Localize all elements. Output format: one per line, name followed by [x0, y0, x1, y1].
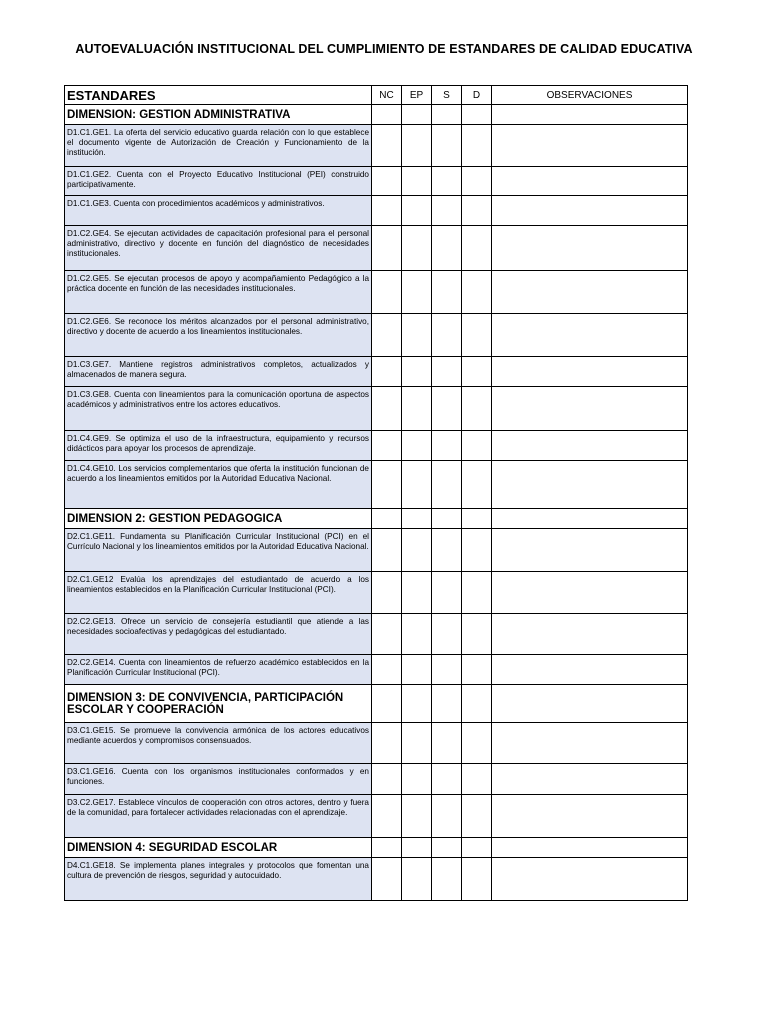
nc-cell[interactable]: [372, 167, 402, 196]
d-cell[interactable]: [462, 614, 492, 655]
dimension-blank-cell: [432, 838, 462, 858]
ep-cell[interactable]: [402, 858, 432, 901]
observaciones-cell[interactable]: [492, 125, 688, 167]
d-cell[interactable]: [462, 167, 492, 196]
ep-cell[interactable]: [402, 529, 432, 572]
nc-cell[interactable]: [372, 125, 402, 167]
d-cell[interactable]: [462, 125, 492, 167]
standard-text: D3.C2.GE17. Establece vínculos de cooperación con otros actores, dentro y fuera de la comunidad, para fortalecer actividades relacionadas con el aprendizaje.: [65, 795, 372, 838]
observaciones-cell[interactable]: [492, 529, 688, 572]
nc-cell[interactable]: [372, 795, 402, 838]
ep-cell[interactable]: [402, 461, 432, 509]
dimension-title: DIMENSION: GESTION ADMINISTRATIVA: [65, 105, 372, 125]
nc-cell[interactable]: [372, 357, 402, 387]
standard-row: [65, 655, 688, 685]
standard-row: [65, 764, 688, 795]
standard-row: [65, 795, 688, 838]
dimension-blank-cell: [492, 105, 688, 125]
standard-text: D1.C1.GE1. La oferta del servicio educativo guarda relación con lo que establece el documento vigente de Autorización de Creación y Funcionamiento de la institución.: [65, 125, 372, 167]
observaciones-cell[interactable]: [492, 271, 688, 314]
d-cell[interactable]: [462, 314, 492, 357]
standard-row: [65, 357, 688, 387]
nc-cell[interactable]: [372, 858, 402, 901]
s-cell[interactable]: [432, 858, 462, 901]
dimension-title: DIMENSION 2: GESTION PEDAGOGICA: [65, 509, 372, 529]
ep-cell[interactable]: [402, 125, 432, 167]
nc-cell[interactable]: [372, 461, 402, 509]
d-cell[interactable]: [462, 764, 492, 795]
observaciones-cell[interactable]: [492, 614, 688, 655]
header-d: D: [462, 86, 492, 105]
nc-cell[interactable]: [372, 431, 402, 461]
s-cell[interactable]: [432, 723, 462, 764]
observaciones-cell[interactable]: [492, 461, 688, 509]
standard-text: D1.C2.GE6. Se reconoce los méritos alcanzados por el personal administrativo, directivo y docente de acuerdo a los lineamientos institucionales.: [65, 314, 372, 357]
ep-cell[interactable]: [402, 196, 432, 226]
ep-cell[interactable]: [402, 226, 432, 271]
evaluation-table: [64, 85, 688, 901]
standard-text: D1.C1.GE2. Cuenta con el Proyecto Educativo Institucional (PEI) construido participativamente.: [65, 167, 372, 196]
ep-cell[interactable]: [402, 167, 432, 196]
dimension-blank-cell: [372, 685, 402, 723]
standard-text: D1.C4.GE9. Se optimiza el uso de la infraestructura, equipamiento y recursos didácticos para apoyar los procesos de aprendizaje.: [65, 431, 372, 461]
dimension-blank-cell: [462, 105, 492, 125]
standard-row: [65, 271, 688, 314]
dimension-blank-cell: [462, 685, 492, 723]
s-cell[interactable]: [432, 314, 462, 357]
standard-row: [65, 387, 688, 431]
nc-cell[interactable]: [372, 655, 402, 685]
standard-row: [65, 529, 688, 572]
standard-text: D2.C2.GE13. Ofrece un servicio de consejería estudiantil que atiende a las necesidades socioafectivas y pedagógicas del estudiantado.: [65, 614, 372, 655]
observaciones-cell[interactable]: [492, 431, 688, 461]
observaciones-cell[interactable]: [492, 387, 688, 431]
s-cell[interactable]: [432, 431, 462, 461]
standard-text: D1.C4.GE10. Los servicios complementarios que oferta la institución funcionan de acuerdo a los lineamientos emitidos por la Autoridad Educativa Nacional.: [65, 461, 372, 509]
dimension-blank-cell: [432, 105, 462, 125]
dimension-blank-cell: [402, 105, 432, 125]
header-estandares: ESTANDARES: [65, 86, 372, 105]
dimension-title: DIMENSION 4: SEGURIDAD ESCOLAR: [65, 838, 372, 858]
dimension-blank-cell: [402, 685, 432, 723]
d-cell[interactable]: [462, 529, 492, 572]
standard-row: [65, 431, 688, 461]
s-cell[interactable]: [432, 795, 462, 838]
observaciones-cell[interactable]: [492, 226, 688, 271]
ep-cell[interactable]: [402, 723, 432, 764]
s-cell[interactable]: [432, 387, 462, 431]
ep-cell[interactable]: [402, 271, 432, 314]
standard-text: D1.C3.GE8. Cuenta con lineamientos para la comunicación oportuna de aspectos académicos y administrativos entre los actores educativos.: [65, 387, 372, 431]
dimension-blank-cell: [372, 509, 402, 529]
standard-text: D4.C1.GE18. Se implementa planes integrales y protocolos que fomentan una cultura de prevención de riesgos, seguridad y autocuidado.: [65, 858, 372, 901]
standard-row: [65, 226, 688, 271]
header-row: [65, 86, 688, 105]
dimension-row: [65, 685, 688, 723]
dimension-blank-cell: [372, 105, 402, 125]
dimension-blank-cell: [402, 509, 432, 529]
standard-row: [65, 196, 688, 226]
standard-row: [65, 461, 688, 509]
ep-cell[interactable]: [402, 431, 432, 461]
d-cell[interactable]: [462, 271, 492, 314]
observaciones-cell[interactable]: [492, 167, 688, 196]
s-cell[interactable]: [432, 614, 462, 655]
d-cell[interactable]: [462, 431, 492, 461]
ep-cell[interactable]: [402, 795, 432, 838]
standard-text: D1.C3.GE7. Mantiene registros administrativos completos, actualizados y almacenados de manera segura.: [65, 357, 372, 387]
observaciones-cell[interactable]: [492, 764, 688, 795]
dimension-blank-cell: [462, 838, 492, 858]
observaciones-cell[interactable]: [492, 572, 688, 614]
d-cell[interactable]: [462, 357, 492, 387]
observaciones-cell[interactable]: [492, 723, 688, 764]
ep-cell[interactable]: [402, 764, 432, 795]
nc-cell[interactable]: [372, 196, 402, 226]
s-cell[interactable]: [432, 655, 462, 685]
standard-row: [65, 572, 688, 614]
s-cell[interactable]: [432, 226, 462, 271]
header-s: S: [432, 86, 462, 105]
standard-text: D2.C1.GE12 Evalúa los aprendizajes del estudiantado de acuerdo a los lineamientos establecidos en la Planificación Curricular Institucional (PCI).: [65, 572, 372, 614]
standard-row: [65, 723, 688, 764]
dimension-row: [65, 838, 688, 858]
standard-row: [65, 167, 688, 196]
nc-cell[interactable]: [372, 529, 402, 572]
d-cell[interactable]: [462, 387, 492, 431]
dimension-title: DIMENSION 3: DE CONVIVENCIA, PARTICIPACIÓN ESCOLAR Y COOPERACIÓN: [65, 685, 372, 723]
dimension-row: [65, 105, 688, 125]
d-cell[interactable]: [462, 572, 492, 614]
standard-text: D1.C1.GE3. Cuenta con procedimientos académicos y administrativos.: [65, 196, 372, 226]
standard-row: [65, 614, 688, 655]
s-cell[interactable]: [432, 167, 462, 196]
d-cell[interactable]: [462, 655, 492, 685]
s-cell[interactable]: [432, 764, 462, 795]
standard-row: [65, 858, 688, 901]
s-cell[interactable]: [432, 461, 462, 509]
standard-text: D2.C2.GE14. Cuenta con lineamientos de refuerzo académico establecidos en la Planificación Curricular Institucional (PCI).: [65, 655, 372, 685]
d-cell[interactable]: [462, 723, 492, 764]
nc-cell[interactable]: [372, 271, 402, 314]
dimension-blank-cell: [432, 509, 462, 529]
observaciones-cell[interactable]: [492, 795, 688, 838]
header-ep: EP: [402, 86, 432, 105]
dimension-blank-cell: [402, 838, 432, 858]
standard-text: D3.C1.GE16. Cuenta con los organismos institucionales conformados y en funciones.: [65, 764, 372, 795]
s-cell[interactable]: [432, 125, 462, 167]
observaciones-cell[interactable]: [492, 357, 688, 387]
nc-cell[interactable]: [372, 387, 402, 431]
standard-text: D1.C2.GE4. Se ejecutan actividades de capacitación profesional para el personal administrativo, directivo y docente en función del diagnóstico de necesidades institucionales.: [65, 226, 372, 271]
observaciones-cell[interactable]: [492, 858, 688, 901]
header-nc: NC: [372, 86, 402, 105]
ep-cell[interactable]: [402, 314, 432, 357]
header-observaciones: OBSERVACIONES: [492, 86, 688, 105]
ep-cell[interactable]: [402, 357, 432, 387]
dimension-blank-cell: [372, 838, 402, 858]
page-title: AUTOEVALUACIÓN INSTITUCIONAL DEL CUMPLIMIENTO DE ESTANDARES DE CALIDAD EDUCATIVA: [75, 42, 693, 56]
observaciones-cell[interactable]: [492, 314, 688, 357]
nc-cell[interactable]: [372, 226, 402, 271]
nc-cell[interactable]: [372, 572, 402, 614]
observaciones-cell[interactable]: [492, 196, 688, 226]
s-cell[interactable]: [432, 572, 462, 614]
nc-cell[interactable]: [372, 723, 402, 764]
dimension-row: [65, 509, 688, 529]
ep-cell[interactable]: [402, 614, 432, 655]
d-cell[interactable]: [462, 461, 492, 509]
s-cell[interactable]: [432, 271, 462, 314]
d-cell[interactable]: [462, 196, 492, 226]
s-cell[interactable]: [432, 529, 462, 572]
dimension-blank-cell: [492, 685, 688, 723]
dimension-blank-cell: [492, 509, 688, 529]
nc-cell[interactable]: [372, 764, 402, 795]
s-cell[interactable]: [432, 357, 462, 387]
d-cell[interactable]: [462, 795, 492, 838]
nc-cell[interactable]: [372, 614, 402, 655]
standard-text: D3.C1.GE15. Se promueve la convivencia armónica de los actores educativos mediante acuerdos y compromisos consensuados.: [65, 723, 372, 764]
standard-text: D2.C1.GE11. Fundamenta su Planificación Curricular Institucional (PCI) en el Currículo Nacional y los lineamientos emitidos por la Autoridad Educativa Nacional.: [65, 529, 372, 572]
dimension-blank-cell: [432, 685, 462, 723]
dimension-blank-cell: [462, 509, 492, 529]
d-cell[interactable]: [462, 226, 492, 271]
ep-cell[interactable]: [402, 655, 432, 685]
observaciones-cell[interactable]: [492, 655, 688, 685]
s-cell[interactable]: [432, 196, 462, 226]
standard-row: [65, 314, 688, 357]
nc-cell[interactable]: [372, 314, 402, 357]
ep-cell[interactable]: [402, 387, 432, 431]
standard-row: [65, 125, 688, 167]
d-cell[interactable]: [462, 858, 492, 901]
dimension-blank-cell: [492, 838, 688, 858]
ep-cell[interactable]: [402, 572, 432, 614]
standard-text: D1.C2.GE5. Se ejecutan procesos de apoyo y acompañamiento Pedagógico a la práctica docente en función de las necesidades institucionales.: [65, 271, 372, 314]
